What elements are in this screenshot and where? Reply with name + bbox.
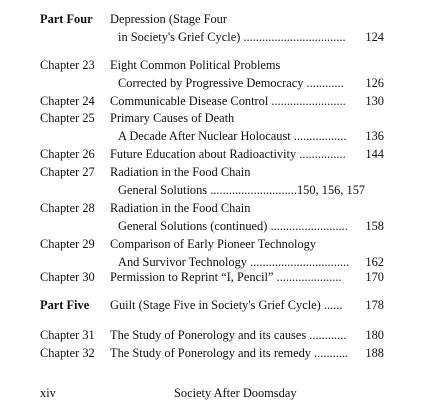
entry-title: Radiation in the Food Chain: [110, 201, 251, 215]
chapter-label: Chapter 30: [40, 270, 95, 284]
page-number: 124: [365, 30, 384, 44]
page-number: 144: [365, 147, 384, 161]
entry-title: Communicable Disease Control ........................: [110, 94, 346, 108]
footer-book-title: Society After Doomsday: [174, 386, 297, 400]
chapter-label: Chapter 23: [40, 58, 95, 72]
page-number: 178: [365, 298, 384, 312]
toc-entry: [0, 165, 421, 183]
toc-entry: [0, 183, 421, 201]
chapter-label: Chapter 28: [40, 201, 95, 215]
part-label: Part Four: [40, 12, 93, 26]
page-number: 162: [365, 255, 384, 269]
entry-title: Future Education about Radioactivity ...............: [110, 147, 346, 161]
toc-entry: [0, 30, 421, 48]
entry-title: in Society's Grief Cycle) .................................: [118, 30, 346, 44]
toc-entry: [0, 76, 421, 94]
toc-entry: [0, 237, 421, 255]
entry-title: And Survivor Technology ................................: [118, 255, 350, 269]
entry-title: A Decade After Nuclear Holocaust .................: [118, 129, 347, 143]
chapter-label: Chapter 31: [40, 328, 95, 342]
toc-entry: [0, 346, 421, 364]
chapter-label: Chapter 32: [40, 346, 95, 360]
entry-title: Permission to Reprint “I, Pencil” .....................: [110, 270, 342, 284]
page-number: 180: [365, 328, 384, 342]
page-number: 126: [365, 76, 384, 90]
part-label: Part Five: [40, 298, 90, 312]
toc-entry: [0, 298, 421, 316]
page-number: 170: [365, 270, 384, 284]
entry-title: Eight Common Political Problems: [110, 58, 281, 72]
toc-entry: [0, 328, 421, 346]
toc-entry: [0, 147, 421, 165]
chapter-label: Chapter 26: [40, 147, 95, 161]
entry-title: The Study of Ponerology and its remedy ...........: [110, 346, 349, 360]
toc-entry: [0, 58, 421, 76]
entry-title: Corrected by Progressive Democracy ............: [118, 76, 344, 90]
page-number: 130: [365, 94, 384, 108]
entry-title: Primary Causes of Death: [110, 111, 235, 125]
page-number: 158: [365, 219, 384, 233]
page-number: 188: [365, 346, 384, 360]
entry-title: Comparison of Early Pioneer Technology: [110, 237, 317, 251]
entry-title: General Solutions ............................150, 156, 157: [118, 183, 366, 197]
chapter-label: Chapter 24: [40, 94, 95, 108]
chapter-label: Chapter 29: [40, 237, 95, 251]
entry-title: Depression (Stage Four: [110, 12, 228, 26]
chapter-label: Chapter 27: [40, 165, 95, 179]
toc-entry: [0, 219, 421, 237]
entry-title: The Study of Ponerology and its causes ............: [110, 328, 347, 342]
entry-title: Radiation in the Food Chain: [110, 165, 251, 179]
toc-entry: [0, 270, 421, 288]
entry-title: General Solutions (continued) .........................: [118, 219, 348, 233]
footer-page-number: xiv: [40, 386, 56, 400]
chapter-label: Chapter 25: [40, 111, 95, 125]
toc-entry: [0, 94, 421, 112]
toc-entry: [0, 111, 421, 129]
toc-entry: [0, 201, 421, 219]
entry-title: Guilt (Stage Five in Society's Grief Cycle) ......: [110, 298, 343, 312]
page-number: 136: [365, 129, 384, 143]
toc-entry: [0, 12, 421, 30]
toc-entry: [0, 129, 421, 147]
